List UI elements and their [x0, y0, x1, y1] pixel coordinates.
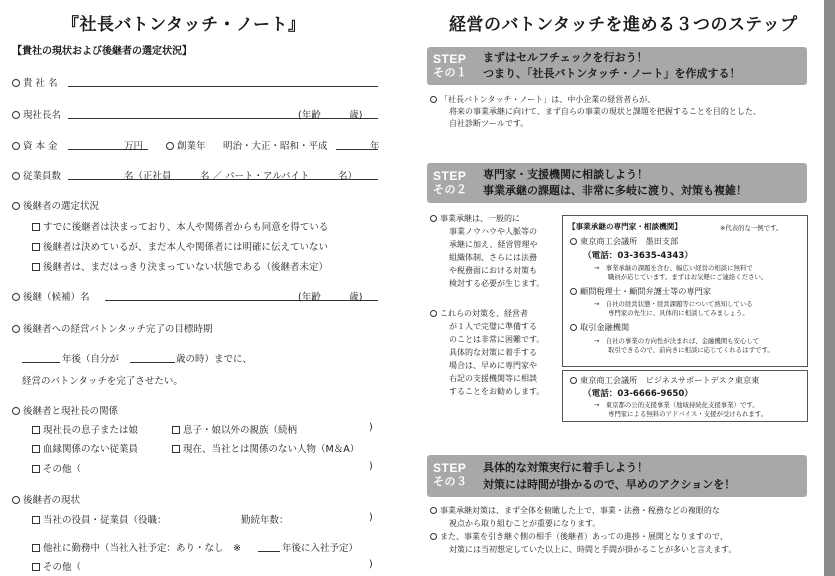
- target-age-field[interactable]: [130, 362, 175, 363]
- step2-body2-5: 場合は、早めに専門家や: [449, 361, 537, 370]
- status-item-3[interactable]: その他（: [32, 559, 81, 573]
- step2-body2-1: これらの対策を、経営者: [430, 308, 528, 319]
- president-label: 現社長名: [12, 107, 61, 121]
- relation-item-5[interactable]: その他（: [32, 461, 81, 475]
- step2-body2-7: することをお勧めします。: [449, 387, 545, 396]
- step3-number: その３: [433, 476, 468, 488]
- expert-desc-1b: 職員が応じています。まずはお気軽にご連絡ください。: [608, 273, 768, 281]
- employees-detail: 名（正社員 名 ／ パート・アルバイト 名）: [124, 171, 357, 182]
- company-name-field[interactable]: [68, 86, 378, 87]
- employees-label: 従業員数: [12, 168, 61, 182]
- expert-tel-1: （電話：03-3635-4343）: [583, 251, 693, 261]
- step2-body2-4: 具体的な対策に着手する: [449, 348, 537, 357]
- step2-body1-3: 承継に加え、経営管理や: [449, 240, 538, 249]
- steps-title: 経営のバトンタッチを進める３つのステップ: [449, 15, 798, 35]
- expert-desc-2a: → 自社の経営状態・経営課題等について熟知している: [594, 300, 753, 308]
- expert-desc-2b: 専門家の先生に、具体的に相談してみましょう。: [608, 309, 749, 317]
- relation-item-4[interactable]: 現在、当社とは関係のない人物（M＆A）: [172, 441, 359, 455]
- page-edge: [824, 0, 835, 576]
- expert-desc-4a: → 東京都の公的支援事業（地域持続化支援事業）です。: [594, 401, 759, 409]
- step3-body-4: 対策には当初想定していた以上に、時間と手間が掛かることが多いと言えます。: [449, 545, 737, 554]
- era-options[interactable]: 明治・大正・昭和・平成: [223, 141, 328, 152]
- step3-line1: 具体的な対策実行に着手しよう！: [483, 461, 648, 474]
- relation-item-1[interactable]: 現社長の息子または娘: [32, 422, 138, 436]
- expert-org-2: 顧問税理士・顧問弁護士等の専門家: [570, 286, 711, 297]
- selection-title: 後継者の選定状況: [12, 198, 99, 212]
- expert-org-1: 東京商工会議所 墨田支部: [570, 236, 678, 247]
- founded-label: 創業年: [166, 138, 206, 152]
- status-join-plan: 年後に入社予定）: [282, 543, 359, 554]
- capital-unit: 万円: [124, 141, 144, 152]
- expert-tel-4: （電話：03-6666-9650）: [583, 389, 693, 399]
- target-line1b: 歳の時）までに、: [176, 354, 253, 365]
- target-title: 後継者への経営バトンタッチ完了の目標時期: [12, 321, 212, 335]
- capital-label: 資 本 金: [12, 138, 58, 152]
- step2-body1-6: 検討する必要が生じます。: [449, 279, 545, 288]
- step1-body-2: 将来の事業承継に向けて、まず自らの事業の現状と課題を把握することを目的とした、: [449, 107, 761, 116]
- status-paren-1: ): [369, 512, 373, 523]
- experts-note: ※代表的な一例です。: [720, 224, 783, 232]
- step2-line2: 事業承継の課題は、非常に多岐に渡り、対策も複雑！: [483, 184, 747, 197]
- relation-paren-2: ): [369, 461, 373, 472]
- status-item-1[interactable]: 当社の役員・従業員（役職：: [32, 512, 167, 526]
- step2-body2-6: 右記の支援機関等に相談: [449, 374, 537, 383]
- selection-item-2[interactable]: 後継者は決めているが、まだ本人や関係者には明確に伝えていない: [32, 239, 328, 253]
- successor-age: (年齢 歳): [298, 292, 363, 303]
- step1-number: その１: [433, 67, 468, 79]
- section-subtitle: 【貴社の現状および後継者の選定状況】: [12, 46, 192, 57]
- step3-body-3: また、事業を引き継ぐ側の相手（後継者）あっての進捗・展開となりますので、: [430, 531, 728, 542]
- company-label: 貴 社 名: [12, 75, 58, 89]
- status-item-2[interactable]: 他社に勤務中（当社入社予定：あり・なし ※: [32, 540, 241, 554]
- expert-org-3: 取引金融機関: [570, 322, 629, 333]
- step1-body-1: 「社長バトンタッチ・ノート」は、中小企業の経営者らが、: [430, 94, 655, 105]
- step2-body1-2: 事業ノウハウや人脈等の: [449, 227, 537, 236]
- president-age: (年齢 歳): [298, 110, 363, 121]
- join-years-field[interactable]: [258, 551, 280, 552]
- status-tenure: 勤続年数：: [241, 515, 289, 526]
- status-title: 後継者の現状: [12, 492, 80, 506]
- expert-desc-3a: → 自社の事業の方向性が決まれば、金融機関も安心して: [594, 337, 760, 345]
- step1-line1: まずはセルフチェックを行おう！: [483, 51, 648, 64]
- relation-paren-1: ): [369, 422, 373, 433]
- expert-desc-3b: 取引できるので、前向きに相談に応じてくれるはずです。: [608, 346, 774, 354]
- year-unit: 年: [370, 141, 380, 152]
- step2-body1-5: や税務面における対策も: [449, 266, 537, 275]
- step3-line2: 対策には時間が掛かるので、早めのアクションを！: [483, 478, 736, 491]
- step2-label: STEP: [433, 169, 467, 183]
- relation-title: 後継者と現社長の関係: [12, 403, 118, 417]
- experts-title: 【事業承継の専門家・相談機関】: [568, 222, 682, 231]
- target-line2: 経営のバトンタッチを完了させたい。: [22, 376, 183, 387]
- target-line1a: 年後（自分が: [62, 354, 120, 365]
- step2-body2-2: が１人で完璧に準備する: [449, 322, 537, 331]
- step1-body-3: 自社診断ツールです。: [449, 119, 529, 128]
- notebook-title: 『社長バトンタッチ・ノート』: [62, 15, 306, 35]
- step2-number: その２: [433, 184, 468, 196]
- step2-body1-4: 組織体制、さらには法務: [449, 253, 537, 262]
- step1-label: STEP: [433, 52, 467, 66]
- step2-line1: 専門家・支援機関に相談しよう！: [483, 168, 648, 181]
- relation-item-3[interactable]: 血縁関係のない従業員: [32, 441, 138, 455]
- relation-item-2[interactable]: 息子・娘以外の親族（続柄: [172, 422, 297, 436]
- selection-item-1[interactable]: すでに後継者は決まっており、本人や関係者からも同意を得ている: [32, 219, 328, 233]
- selection-item-3[interactable]: 後継者は、まだはっきり決まっていない状態である（後継者未定）: [32, 259, 328, 273]
- expert-desc-1a: → 事業承継の課題を含む、幅広い経営の相談に無料で: [594, 264, 753, 272]
- step3-body-1: 事業承継対策は、まず全体を俯瞰した上で、事業・法務・税務などの複眼的な: [430, 505, 720, 516]
- step2-body1-1: 事業承継は、一般的に: [430, 213, 520, 224]
- step2-body2-3: のことは非常に困難です。: [449, 335, 545, 344]
- step3-label: STEP: [433, 461, 467, 475]
- target-years-field[interactable]: [22, 362, 60, 363]
- step1-line2: つまり、「社長バトンタッチ・ノート」を作成する！: [483, 67, 741, 80]
- expert-desc-4b: 専門家による無料のアドバイス・支援が受けられます。: [608, 410, 768, 418]
- successor-label: 後継（候補）名: [12, 289, 90, 303]
- expert-org-4: 東京商工会議所 ビジネスサポートデスク東京東: [570, 375, 759, 386]
- status-paren-2: ): [369, 559, 373, 570]
- step3-body-2: 視点から取り組むことが重要になります。: [449, 519, 601, 528]
